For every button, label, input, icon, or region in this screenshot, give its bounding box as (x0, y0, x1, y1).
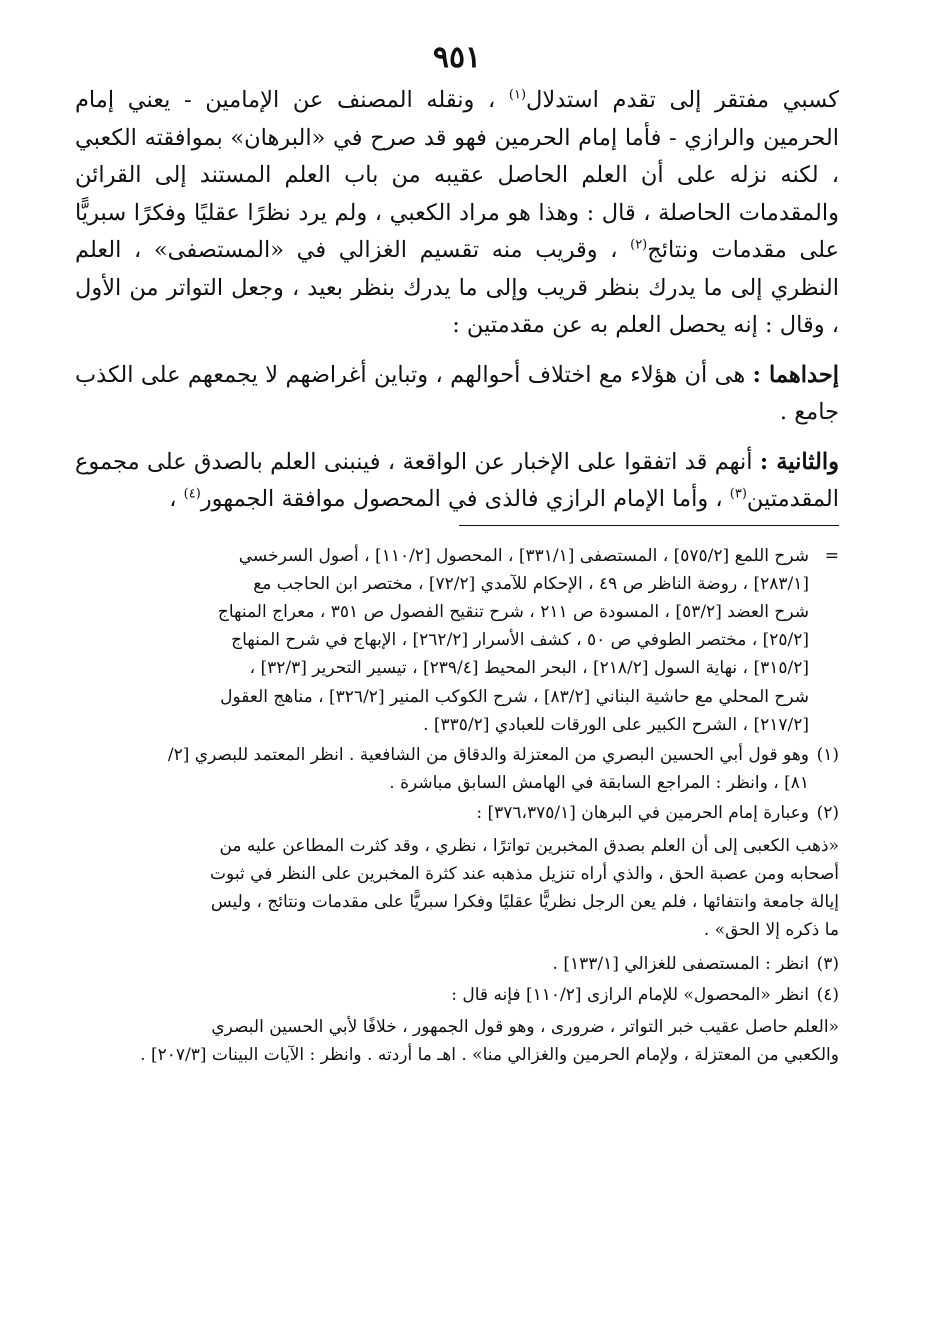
paragraph-2 (75, 357, 839, 432)
continuation-line: شرح اللمع [٥٧٥/٢] ، المستصفى [٣٣١/١] ، المحصول [١١٠/٢] ، أصول السرخسي (238, 545, 809, 566)
footnote-2-quote (75, 832, 839, 945)
footnote-1-body (75, 741, 809, 797)
continuation-mark: = (824, 545, 839, 566)
footnote-ref-3[interactable]: (٣) (729, 486, 747, 502)
footnote-divider (459, 525, 839, 526)
footnote-2-quote-line: أصحابه ومن عصبة الحق ، والذي أراه تنزيل مذهبه عند كثرة المخبرين على النظر في ثبوت (210, 863, 839, 884)
footnote-4-quote-line: «العلم حاصل عقيب خبر التواتر ، ضرورى ، وهو قول الجمهور ، خلافًا لأبي الحسين البصري (211, 1016, 839, 1037)
paragraph-2-text: هى أن هؤلاء مع اختلاف أحوالهم ، وتباين أغراضهم لا يجمعهم على الكذب جامع . (75, 361, 839, 425)
footnote-1 (75, 741, 839, 797)
footnote-2-mark: (٢) (816, 803, 839, 824)
footnote-4 (75, 981, 839, 1009)
footnote-3-body: انظر : المستصفى للغزالي [١٣٣/١] . (552, 954, 809, 975)
paragraph-3-lead: والثانية : (759, 448, 840, 475)
footnote-4-body: انظر «المحصول» للإمام الرازى [١١٠/٢] فإنه قال : (451, 984, 809, 1005)
footnote-3 (75, 950, 839, 978)
footnote-4-quote (75, 1013, 839, 1069)
paragraph-3-part-a: أنهم قد اتفقوا على الإخبار عن الواقعة ، فينبنى العلم بالصدق على مجموع المقدمتين (75, 448, 839, 512)
footnote-2-body: وعبارة إمام الحرمين في البرهان [٣٧٦،٣٧٥/١] : (476, 803, 809, 824)
continuation-body (75, 542, 809, 739)
paragraph-1-part-a: كسبي مفتقر إلى تقدم استدلال (526, 87, 839, 113)
main-text (75, 82, 839, 519)
paragraph-3 (75, 444, 839, 519)
continuation-line: [٢٨٣/١] ، روضة الناظر ص ٤٩ ، الإحكام للآمدي [٧٢/٢] ، مختصر ابن الحاجب مع (253, 573, 809, 594)
paragraph-1 (75, 82, 839, 345)
footnote-4-quote-line: والكعبي من المعتزلة ، ولإمام الحرمين والغزالي منا» . اهـ ما أردته . وانظر : الآيات البينات [٢٠٧/٣] . (140, 1044, 839, 1065)
paragraph-1-part-c: ، وقريب منه تقسيم الغزالي في «المستصفى» ، العلم النظري إلى ما يدرك بنظر قريب وإلى ما يدرك بنظر بعيد ، وجعل التواتر من الأول ، وقال : إنه يحصل العلم به عن مقدمتين : (75, 237, 839, 338)
continuation-line: [٢١٧/٢] ، الشرح الكبير على الورقات للعبادي [٣٣٥/٢] . (423, 714, 809, 735)
footnotes (75, 542, 839, 1070)
footnote-ref-1[interactable]: (١) (508, 87, 527, 103)
footnote-1-line: ٨١] ، وانظر : المراجع السابقة في الهامش السابق مباشرة . (389, 773, 809, 794)
footnote-3-mark: (٣) (816, 954, 839, 975)
paragraph-2-lead: إحداهما : (752, 361, 839, 388)
page-number: ٩٥١ (432, 40, 482, 75)
continuation-line: شرح العضد [٥٣/٢] ، المسودة ص ٢١١ ، شرح تنقيح الفصول ص ٣٥١ ، معراج المنهاج (217, 601, 809, 622)
footnote-ref-2[interactable]: (٢) (630, 237, 648, 253)
footnote-2 (75, 799, 839, 827)
footnote-ref-4[interactable]: (٤) (183, 486, 201, 502)
paragraph-3-part-c: ، (169, 486, 184, 512)
footnote-2-quote-line: ما ذكره إلا الحق» . (703, 920, 839, 941)
continuation-line: [٢٥/٢] ، مختصر الطوفي ص ٥٠ ، كشف الأسرار [٢٦٢/٢] ، الإبهاج في شرح المنهاج (231, 630, 809, 651)
footnote-1-line: وهو قول أبي الحسين البصري من المعتزلة والدقاق من الشافعية . انظر المعتمد للبصري [٢/ (167, 744, 809, 765)
paragraph-1-part-b: ، ونقله المصنف عن الإمامين - يعني إمام الحرمين والرازي - فأما إمام الحرمين فهو قد صرح في «البرهان» بموافقته الكعبي ، لكنه نزله على أن العلم الحاصل عقيبه من باب العلم المستند إلى القرائن والمقدمات الحاصلة ، قال : وهذا هو مراد الكعبي ، ولم يرد نظرًا عقليًا وفكرًا سبريًّا على مقدمات ونتائج (75, 87, 839, 263)
footnote-continuation (75, 542, 839, 739)
footnote-1-mark: (١) (816, 744, 839, 765)
continuation-line: شرح المحلي مع حاشية البناني [٨٣/٢] ، شرح الكوكب المنير [٣٢٦/٢] ، مناهج العقول (220, 686, 809, 707)
paragraph-3-part-b: ، وأما الإمام الرازي فالذى في المحصول موافقة الجمهور (200, 486, 730, 512)
footnote-2-quote-line: «ذهب الكعبى إلى أن العلم بصدق المخبرين تواترًا ، نظري ، وقد كثرت المطاعن عليه من (219, 835, 839, 856)
footnote-2-quote-line: إيالة جامعة وانتفائها ، فلم يعن الرجل نظريًّا عقليًا وفكرا سبريًّا على مقدمات ونتائج ، وليس (210, 891, 839, 912)
continuation-line: [٣١٥/٢] ، نهاية السول [٢١٨/٢] ، البحر المحيط [٢٣٩/٤] ، تيسير التحرير [٣٢/٣] ، (249, 658, 809, 679)
footnote-4-mark: (٤) (816, 984, 839, 1005)
